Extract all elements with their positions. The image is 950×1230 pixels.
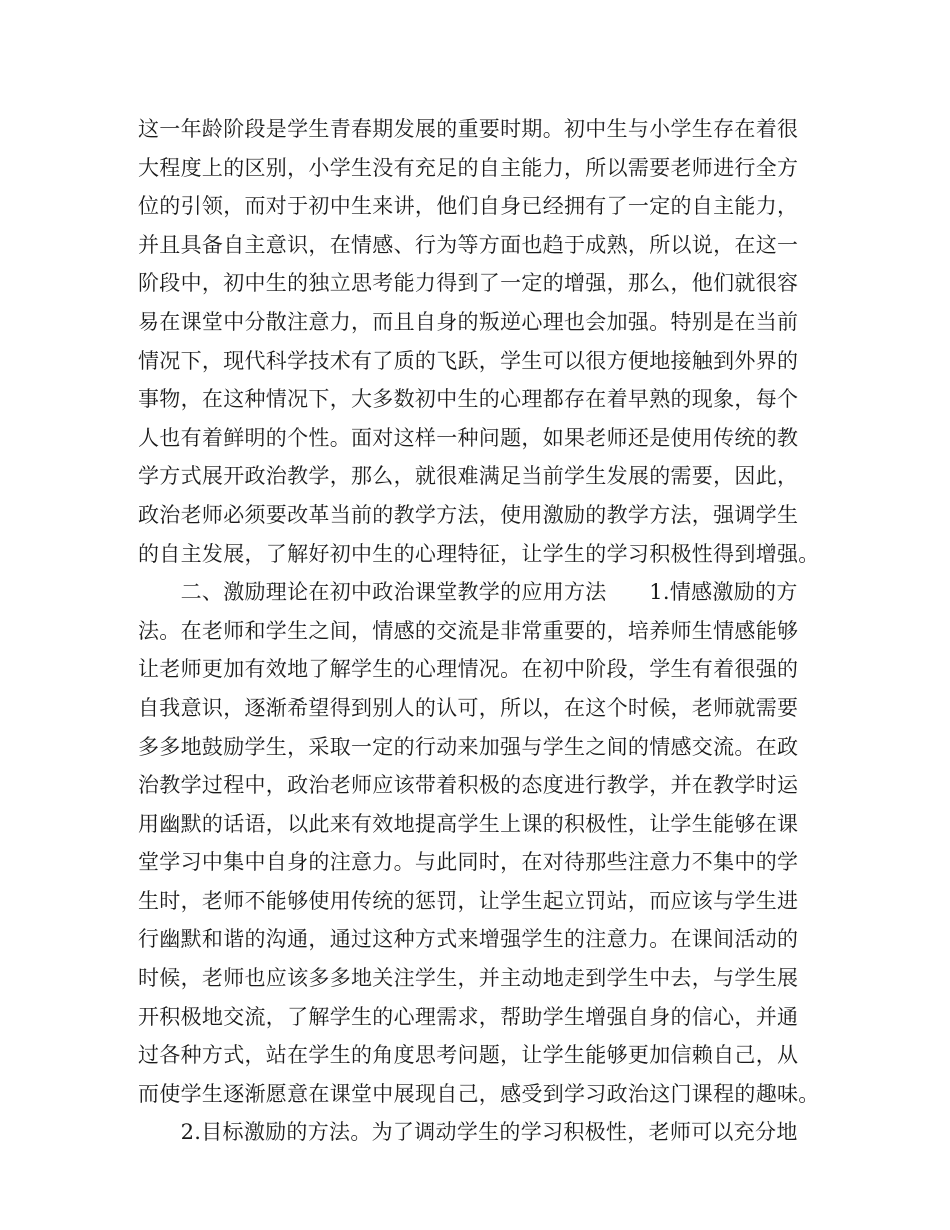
- text-line: 用幽默的话语，以此来有效地提高学生上课的积极性，让学生能够在课: [138, 811, 799, 836]
- text-line: 自我意识，逐渐希望得到别人的认可，所以，在这个时候，老师就需要: [138, 695, 799, 720]
- text-line: 易在课堂中分散注意力，而且自身的叛逆心理也会加强。特别是在当前: [138, 309, 799, 334]
- text-line: 阶段中，初中生的独立思考能力得到了一定的增强，那么，他们就很容: [138, 271, 799, 296]
- text-line: 法。在老师和学生之间，情感的交流是非常重要的，培养师生情感能够: [138, 618, 799, 643]
- text-line: 让老师更加有效地了解学生的心理情况。在初中阶段，学生有着很强的: [138, 657, 799, 682]
- text-line: 多多地鼓励学生，采取一定的行动来加强与学生之间的情感交流。在政: [138, 734, 799, 759]
- text-line: 2.目标激励的方法。为了调动学生的学习积极性，老师可以充分地: [138, 1120, 798, 1145]
- text-line: 的自主发展，了解好初中生的心理特征，让学生的学习积极性得到增强。: [138, 541, 820, 566]
- section-heading-line: 二、激励理论在初中政治课堂教学的应用方法 1.情感激励的方: [138, 580, 798, 605]
- text-line: 大程度上的区别，小学生没有充足的自主能力，所以需要老师进行全方: [138, 155, 799, 180]
- text-line: 治教学过程中，政治老师应该带着积极的态度进行教学，并在教学时运: [138, 773, 799, 798]
- text-line: 位的引领，而对于初中生来讲，他们自身已经拥有了一定的自主能力，: [138, 194, 799, 219]
- text-line: 这一年龄阶段是学生青春期发展的重要时期。初中生与小学生存在着很: [138, 117, 799, 141]
- body-text: [138, 110, 838, 1152]
- text-line: 人也有着鲜明的个性。面对这样一种问题，如果老师还是使用传统的教: [138, 425, 799, 450]
- text-line: 过各种方式，站在学生的角度思考问题，让学生能够更加信赖自己，从: [138, 1043, 799, 1068]
- text-line: 开积极地交流，了解学生的心理需求，帮助学生增强自身的信心，并通: [138, 1004, 799, 1029]
- text-line: 情况下，现代科学技术有了质的飞跃，学生可以很方便地接触到外界的: [138, 348, 799, 373]
- text-line: 学方式展开政治教学，那么，就很难满足当前学生发展的需要，因此，: [138, 464, 799, 489]
- text-line: 事物，在这种情况下，大多数初中生的心理都存在着早熟的现象，每个: [138, 387, 799, 412]
- text-line: 行幽默和谐的沟通，通过这种方式来增强学生的注意力。在课间活动的: [138, 927, 799, 952]
- text-line: 生时，老师不能够使用传统的惩罚，让学生起立罚站，而应该与学生进: [138, 888, 799, 913]
- text-line: 政治老师必须要改革当前的教学方法，使用激励的教学方法，强调学生: [138, 502, 799, 527]
- text-line: 而使学生逐渐愿意在课堂中展现自己，感受到学习政治这门课程的趣味。: [138, 1081, 820, 1106]
- text-line: 时候，老师也应该多多地关注学生，并主动地走到学生中去，与学生展: [138, 966, 799, 991]
- text-line: 并且具备自主意识，在情感、行为等方面也趋于成熟，所以说，在这一: [138, 232, 799, 257]
- text-line: 堂学习中集中自身的注意力。与此同时，在对待那些注意力不集中的学: [138, 850, 799, 875]
